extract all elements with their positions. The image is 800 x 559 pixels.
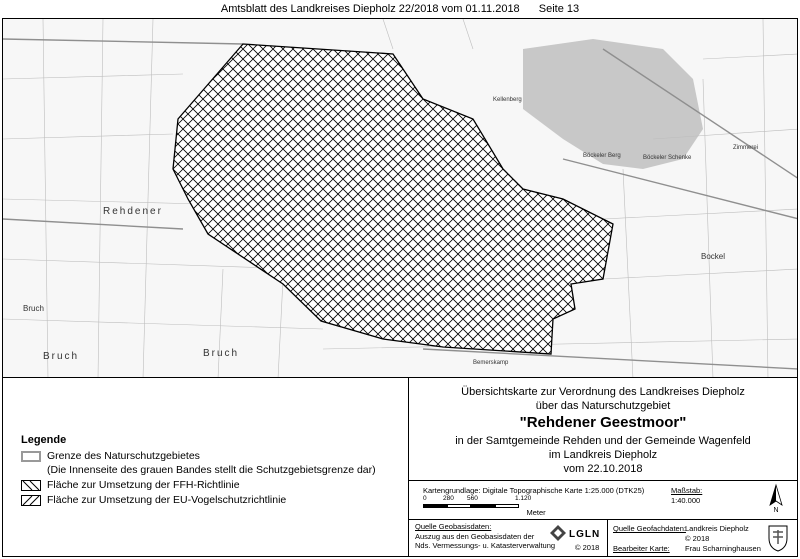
north-arrow-icon xyxy=(765,483,787,513)
editor-title: Bearbeiter Karte: xyxy=(613,544,670,553)
place-label: Böckeler Berg xyxy=(583,153,621,159)
title-block xyxy=(409,378,797,557)
scale-tick: 560 xyxy=(467,495,478,502)
place-label: Bockel xyxy=(701,252,726,261)
grey-band-icon xyxy=(21,451,41,462)
north-label: N xyxy=(773,507,779,513)
lgln-logo-icon xyxy=(549,524,567,542)
fach-value: Landkreis Diepholz xyxy=(685,524,749,533)
map-frame[interactable] xyxy=(2,18,798,378)
place-label: Bemerskamp xyxy=(473,360,509,366)
scale-tick: 0 xyxy=(423,495,427,502)
scale-value: 1:40.000 xyxy=(671,496,701,505)
map-info-panel xyxy=(2,378,798,557)
legend-label: Fläche zur Umsetzung der EU-Vogelschutzrichtlinie xyxy=(47,494,287,506)
place-label: Bruch xyxy=(43,351,80,362)
fach-copyright: © 2018 xyxy=(685,534,710,543)
title-date: vom 22.10.2018 xyxy=(563,463,643,475)
page-number: Seite 13 xyxy=(538,3,580,15)
title-line: über das Naturschutzgebiet xyxy=(535,400,671,412)
scale-label: Maßstab: xyxy=(671,486,703,495)
source-line: Nds. Vermessungs- u. Katasterverwaltung xyxy=(415,541,556,550)
title-line: in der Samtgemeinde Rehden und der Gemeinde Wagenfeld xyxy=(455,435,751,447)
place-label: Kellenberg xyxy=(493,97,522,103)
place-label: Bruch xyxy=(23,304,44,313)
place-label: Bruch xyxy=(203,348,240,359)
legend-note: (Die Innenseite des grauen Bandes stellt die Schutzgebietsgrenze dar) xyxy=(47,464,376,476)
page-header xyxy=(0,0,800,18)
hatch-forward-icon xyxy=(21,495,41,506)
source-copyright: © 2018 xyxy=(575,543,600,552)
reserve-name: "Rehdener Geestmoor" xyxy=(519,414,687,431)
editor-value: Frau Scharninghausen xyxy=(685,544,761,553)
legend-item-ffh xyxy=(21,479,240,491)
legend-item-boundary xyxy=(21,450,200,462)
legend-label: Fläche zur Umsetzung der FFH-Richtlinie xyxy=(47,479,240,491)
lgln-logo-text: LGLN xyxy=(569,529,601,540)
legend-label: Grenze des Naturschutzgebietes xyxy=(47,450,200,462)
title-line: Übersichtskarte zur Verordnung des Landkreises Diepholz xyxy=(461,386,745,398)
scale-tick: 1.120 xyxy=(515,495,532,502)
source-title: Quelle Geobasisdaten: xyxy=(415,522,492,531)
fach-title: Quelle Geofachdaten: xyxy=(613,524,686,533)
topographic-map[interactable] xyxy=(3,19,798,378)
legend xyxy=(3,378,409,557)
publication-title: Amtsblatt des Landkreises Diepholz 22/2018 vom 01.11.2018 xyxy=(220,3,520,15)
hatch-back-icon xyxy=(21,480,41,491)
place-label: Zimmerei xyxy=(733,145,758,151)
place-label: Böckeler Schenke xyxy=(643,155,692,161)
district-coat-of-arms-icon xyxy=(767,524,789,552)
scale-unit: Meter xyxy=(526,508,546,517)
map-basis: Kartengrundlage: Digitale Topographische Karte 1:25.000 (DTK25) xyxy=(423,486,645,495)
legend-title: Legende xyxy=(21,434,67,446)
place-label: Rehdener xyxy=(103,206,163,217)
scale-tick: 280 xyxy=(443,495,454,502)
legend-item-bird xyxy=(21,494,286,506)
title-line: im Landkreis Diepholz xyxy=(548,449,658,461)
source-line: Auszug aus den Geobasisdaten der xyxy=(415,532,535,541)
